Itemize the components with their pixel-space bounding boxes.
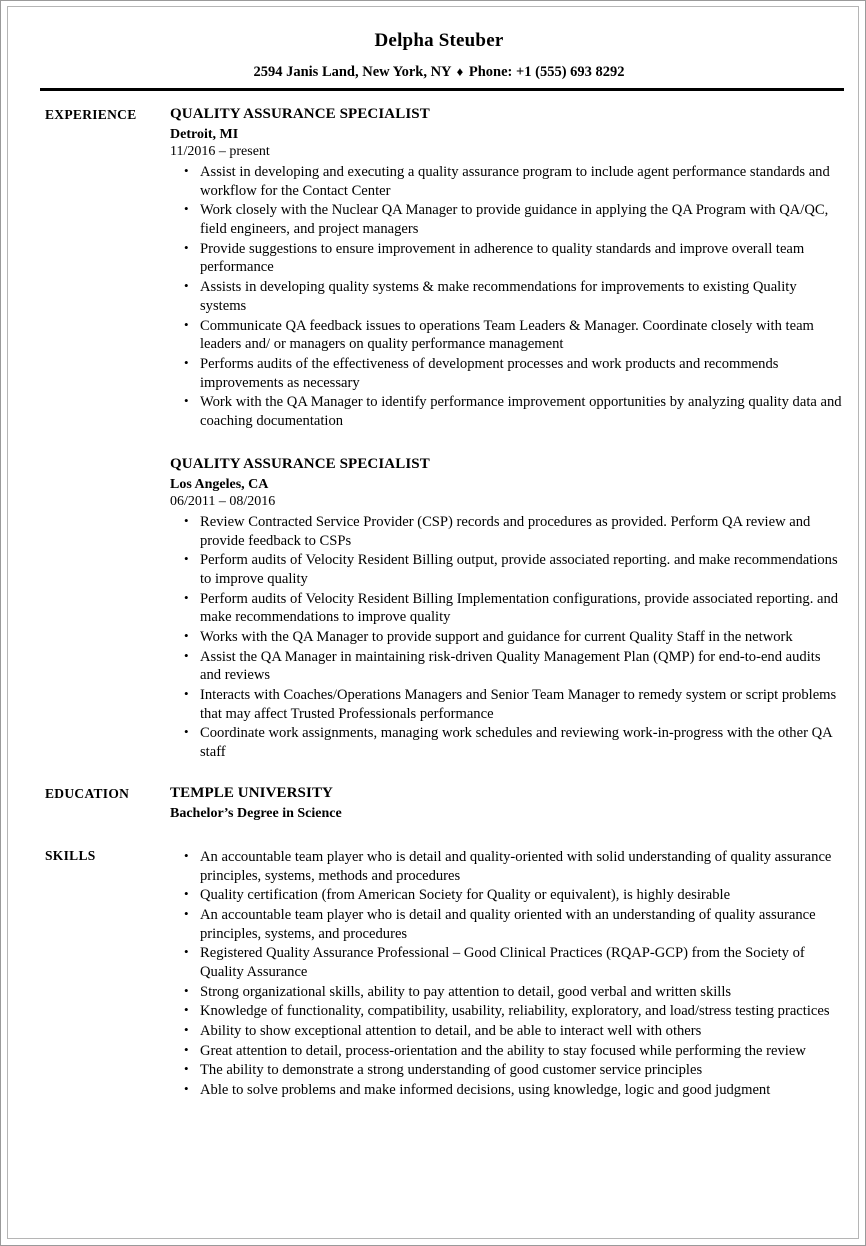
bullet-item: • Works with the QA Manager to provide support and guidance for current Quality Staff in the network [170, 628, 845, 647]
bullet-item: • An accountable team player who is detail and quality oriented with an understanding of quality assurance principles, systems, and procedures [170, 906, 845, 943]
job-location: Los Angeles, CA [170, 476, 269, 492]
bullet-item: • Ability to show exceptional attention to detail, and be able to interact well with others [170, 1022, 845, 1041]
job-entry [170, 105, 845, 431]
section-label-education: EDUCATION [45, 785, 130, 801]
education-school: TEMPLE UNIVERSITY [170, 784, 333, 801]
section-label-experience: EXPERIENCE [45, 106, 137, 122]
bullet-item: • Coordinate work assignments, managing work schedules and reviewing work-in-progress with the other QA staff [170, 724, 845, 761]
bullet-item: • An accountable team player who is detail and quality-oriented with solid understanding of quality assurance principles, systems, methods and procedures [170, 848, 845, 885]
job-dates: 11/2016 – present [170, 144, 270, 160]
bullet-item: • Review Contracted Service Provider (CSP) records and procedures as provided. Perform QA review and provide feedback to CSPs [170, 513, 845, 550]
candidate-name: Delpha Steuber [374, 30, 504, 51]
bullet-item: • Perform audits of Velocity Resident Billing Implementation configurations, provide associated reporting. and make recommendations to improve quality [170, 590, 845, 627]
page-inner-border [7, 6, 859, 1239]
resume-content [33, 7, 845, 1100]
education-section [33, 784, 845, 823]
header-divider-rule [40, 88, 844, 91]
bullet-item: • Strong organizational skills, ability to pay attention to detail, good verbal and written skills [170, 983, 845, 1002]
bullet-item: • Assist in developing and executing a quality assurance program to include agent performance standards and workflow for the Contact Center [170, 163, 845, 200]
experience-body [170, 105, 845, 762]
contact-address: 2594 Janis Land, New York, NY [253, 63, 451, 80]
diamond-separator-icon: ♦ [456, 63, 464, 79]
job-entry [170, 455, 845, 762]
bullet-item: • Assists in developing quality systems & make recommendations for improvements to existing Quality systems [170, 278, 845, 315]
bullet-item: • The ability to demonstrate a strong understanding of good customer service principles [170, 1061, 845, 1080]
skills-bullet-list [170, 848, 845, 1100]
bullet-item: • Provide suggestions to ensure improvement in adherence to quality standards and improve overall team performance [170, 240, 845, 277]
bullet-item: • Assist the QA Manager in maintaining risk-driven Quality Management Plan (QMP) for end-to-end audits and reviews [170, 648, 845, 685]
bullet-item: • Great attention to detail, process-orientation and the ability to stay focused while performing the review [170, 1042, 845, 1061]
job-title: QUALITY ASSURANCE SPECIALIST [170, 455, 430, 472]
skills-section [33, 846, 845, 1100]
job-title: QUALITY ASSURANCE SPECIALIST [170, 105, 430, 122]
bullet-item: • Work with the QA Manager to identify performance improvement opportunities by analyzing quality data and coaching documentation [170, 393, 845, 430]
job-bullet-list [170, 163, 845, 430]
education-body [170, 784, 845, 823]
contact-line [33, 65, 845, 81]
bullet-item: • Quality certification (from American Society for Quality or equivalent), is highly desirable [170, 886, 845, 905]
experience-section [33, 105, 845, 762]
bullet-item: • Registered Quality Assurance Professional – Good Clinical Practices (RQAP-GCP) from the Society of Quality Assurance [170, 944, 845, 981]
job-location: Detroit, MI [170, 126, 239, 142]
bullet-item: • Perform audits of Velocity Resident Billing output, provide associated reporting. and make recommendations to improve quality [170, 551, 845, 588]
bullet-item: • Communicate QA feedback issues to operations Team Leaders & Manager. Coordinate closely with team leaders and/ or managers on quality performance management [170, 317, 845, 354]
bullet-item: • Knowledge of functionality, compatibility, usability, reliability, exploratory, and load/stress testing practices [170, 1002, 845, 1021]
job-bullet-list [170, 513, 845, 762]
section-label-skills: SKILLS [45, 848, 96, 864]
bullet-item: • Work closely with the Nuclear QA Manager to provide guidance in applying the QA Program with QA/QC, field engineers, and project managers [170, 201, 845, 238]
resume-header [33, 31, 845, 91]
contact-phone: Phone: +1 (555) 693 8292 [468, 63, 625, 80]
education-degree: Bachelor’s Degree in Science [170, 805, 342, 821]
bullet-item: • Able to solve problems and make informed decisions, using knowledge, logic and good judgment [170, 1081, 845, 1100]
skills-body [170, 846, 845, 1100]
bullet-item: • Performs audits of the effectiveness of development processes and work products and recommends improvements as necessary [170, 355, 845, 392]
job-dates: 06/2011 – 08/2016 [170, 494, 276, 510]
bullet-item: • Interacts with Coaches/Operations Managers and Senior Team Manager to remedy system or script problems that may affect Trusted Professionals performance [170, 686, 845, 723]
